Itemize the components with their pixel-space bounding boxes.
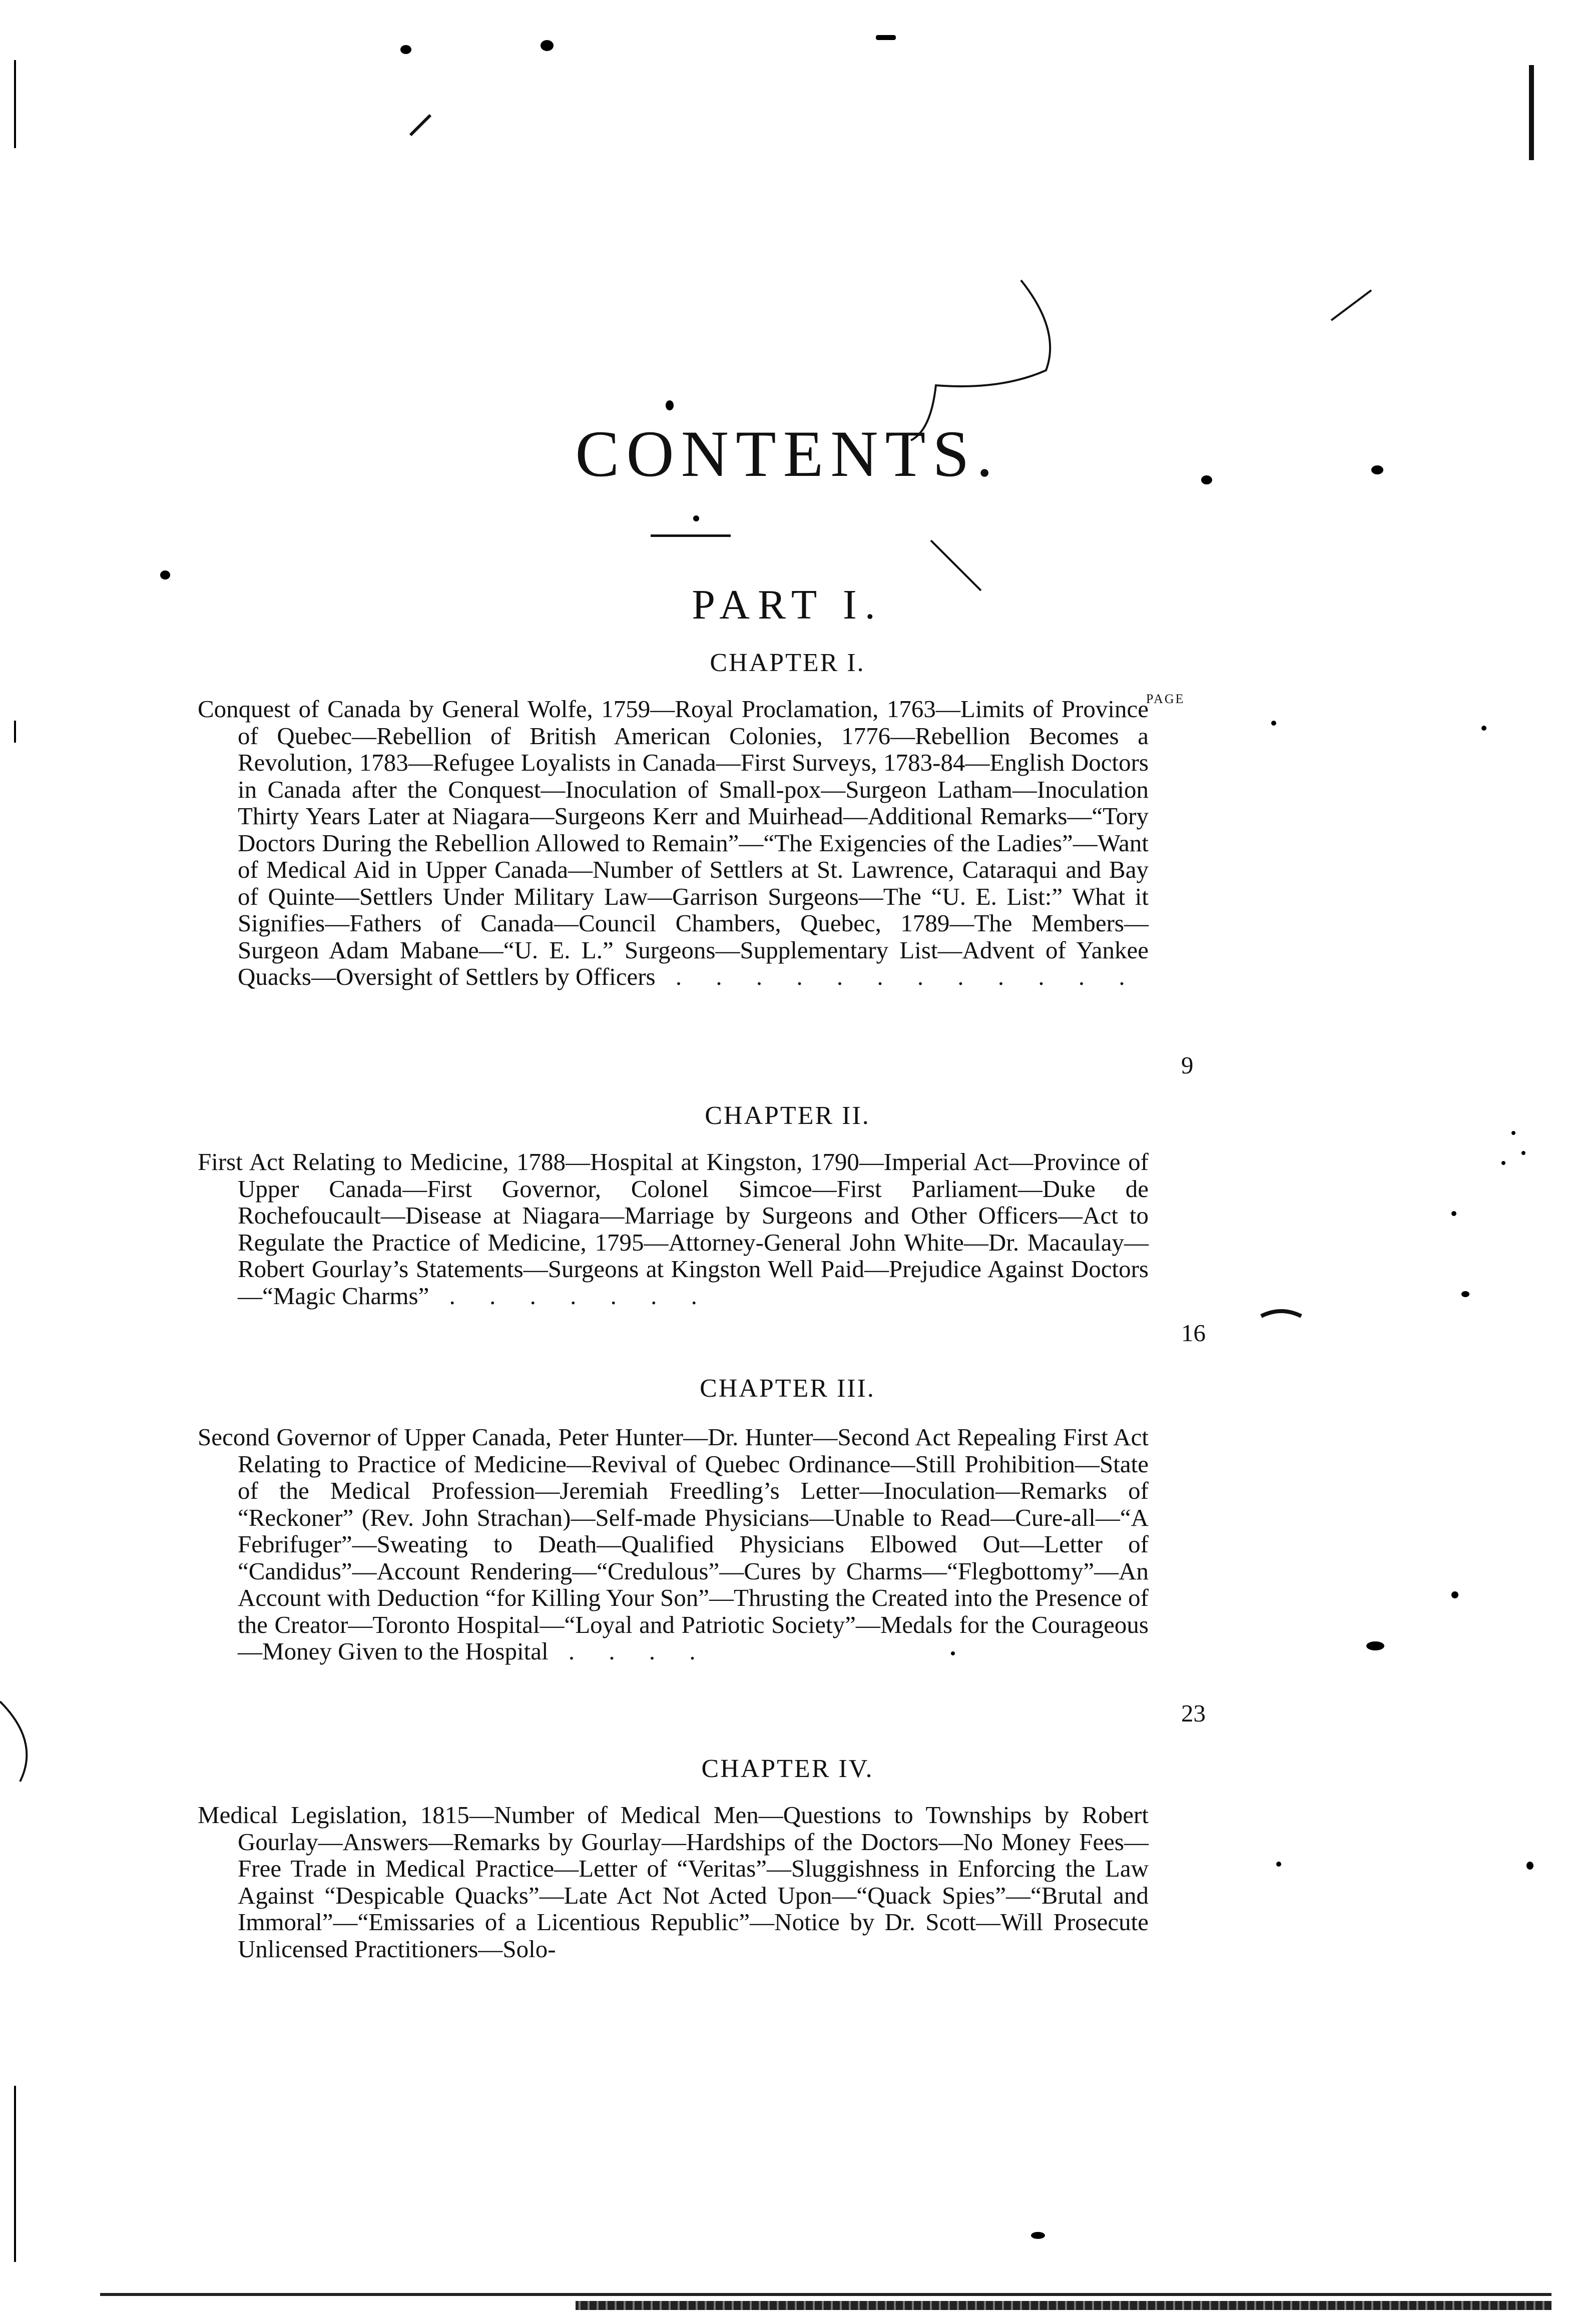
page-title: CONTENTS. bbox=[575, 417, 1000, 490]
dot-leaders: . . . . bbox=[548, 1637, 710, 1665]
stray-pen-mark bbox=[1261, 1311, 1301, 1316]
stray-pen-mark bbox=[410, 115, 430, 135]
part-heading: PART I. bbox=[692, 582, 883, 628]
chapter-heading: CHAPTER I. bbox=[710, 649, 865, 677]
page-column-label: PAGE bbox=[1146, 692, 1185, 706]
chapter-page-number: 9 bbox=[1181, 1051, 1194, 1079]
bottom-rule bbox=[100, 2293, 1551, 2296]
chapter-summary-text: Second Governor of Upper Canada, Peter Hunter—Dr. Hunter—Second Act Repealing First Act Relating to Practice of Medicine—Revival of Quebec Ordinance—Still Prohibition—State of the Medical Profession—Jeremiah Freedling’s Letter—Inoculation—Remarks of “Reckoner” (Rev. John Strachan)—Self-made Physicians—Unable to Read—Cure-all—“A Febrifuger”—Sweating to Death—Qualified Physicians Elbowed Out—Letter of “Candidus”—Account Rendering—“Credulous”—Cures by Charms—“Flegbottomy”—An Account with Deduction “for Killing Your Son”—Thrusting the Created into the Presence of the Creator—Toronto Hospital—“Loyal and Patriotic Society”—Medals for the Courageous—Money Given to the Hospital bbox=[198, 1423, 1149, 1665]
chapter-page-number: 23 bbox=[1181, 1699, 1206, 1727]
chapter-heading: CHAPTER IV. bbox=[701, 1755, 874, 1783]
stray-pen-mark bbox=[931, 540, 981, 591]
chapter-heading: CHAPTER III. bbox=[700, 1374, 875, 1403]
chapter-page-number: 16 bbox=[1181, 1319, 1206, 1347]
stray-pen-mark bbox=[0, 1701, 27, 1782]
dot-leaders: . . . . . . . bbox=[429, 1282, 711, 1310]
dot-leaders: . . . . . . . . . . . . bbox=[655, 963, 1139, 990]
bottom-scan-border bbox=[576, 2301, 1551, 2310]
chapter-summary-text: Conquest of Canada by General Wolfe, 1759—Royal Proclamation, 1763—Limits of Province of Quebec—Rebellion of British American Colonies, 1776—Rebellion Becomes a Revolution, 1783—Refugee Loyalists in Canada—First Surveys, 1783-84—English Doctors in Canada after the Conquest—Inoculation of Small-pox—Surgeon Latham—Inoculation Thirty Years Later at Niagara—Surgeons Kerr and Muirhead—Additional Remarks—“Tory Doctors During the Rebellion Allowed to Remain”—“The Exigencies of the Ladies”—Want of Medical Aid in Upper Canada—Number of Settlers at St. Lawrence, Cataraqui and Bay of Quinte—Settlers Under Military Law—Garrison Surgeons—The “U. E. List:” What it Signifies—Fathers of Canada—Council Chambers, Quebec, 1789—The Members—Surgeon Adam Mabane—“U. E. L.” Surgeons—Supplementary List—Advent of Yankee Quacks—Oversight of Settlers by Officers bbox=[198, 695, 1149, 990]
chapter-heading: CHAPTER II. bbox=[705, 1101, 870, 1130]
stray-pen-mark bbox=[911, 280, 1050, 440]
stray-pen-mark bbox=[1331, 290, 1371, 320]
chapter-summary-text: Medical Legislation, 1815—Number of Medical Men—Questions to Townships by Robert Gourlay—Answers—Remarks by Gourlay—Hardships of the Doctors—No Money Fees—Free Trade in Medical Practice—Letter of “Veritas”—Sluggishness in Enforcing the Law Against “Despicable Quacks”—Late Act Not Acted Upon—“Quack Spies”—“Brutal and Immoral”—“Emissaries of a Licentious Republic”—Notice by Dr. Scott—Will Prosecute Unlicensed Practitioners—Solo- bbox=[198, 1801, 1149, 1963]
chapter-summary-text: First Act Relating to Medicine, 1788—Hospital at Kingston, 1790—Imperial Act—Province of Upper Canada—First Governor, Colonel Simcoe—First Parliament—Duke de Rochefoucault—Disease at Niagara—Marriage by Surgeons and Other Officers—Act to Regulate the Practice of Medicine, 1795—Attorney-General John White—Dr. Macaulay—Robert Gourlay’s Statements—Surgeons at Kingston Well Paid—Prejudice Against Doctors—“Magic Charms” bbox=[198, 1148, 1149, 1310]
